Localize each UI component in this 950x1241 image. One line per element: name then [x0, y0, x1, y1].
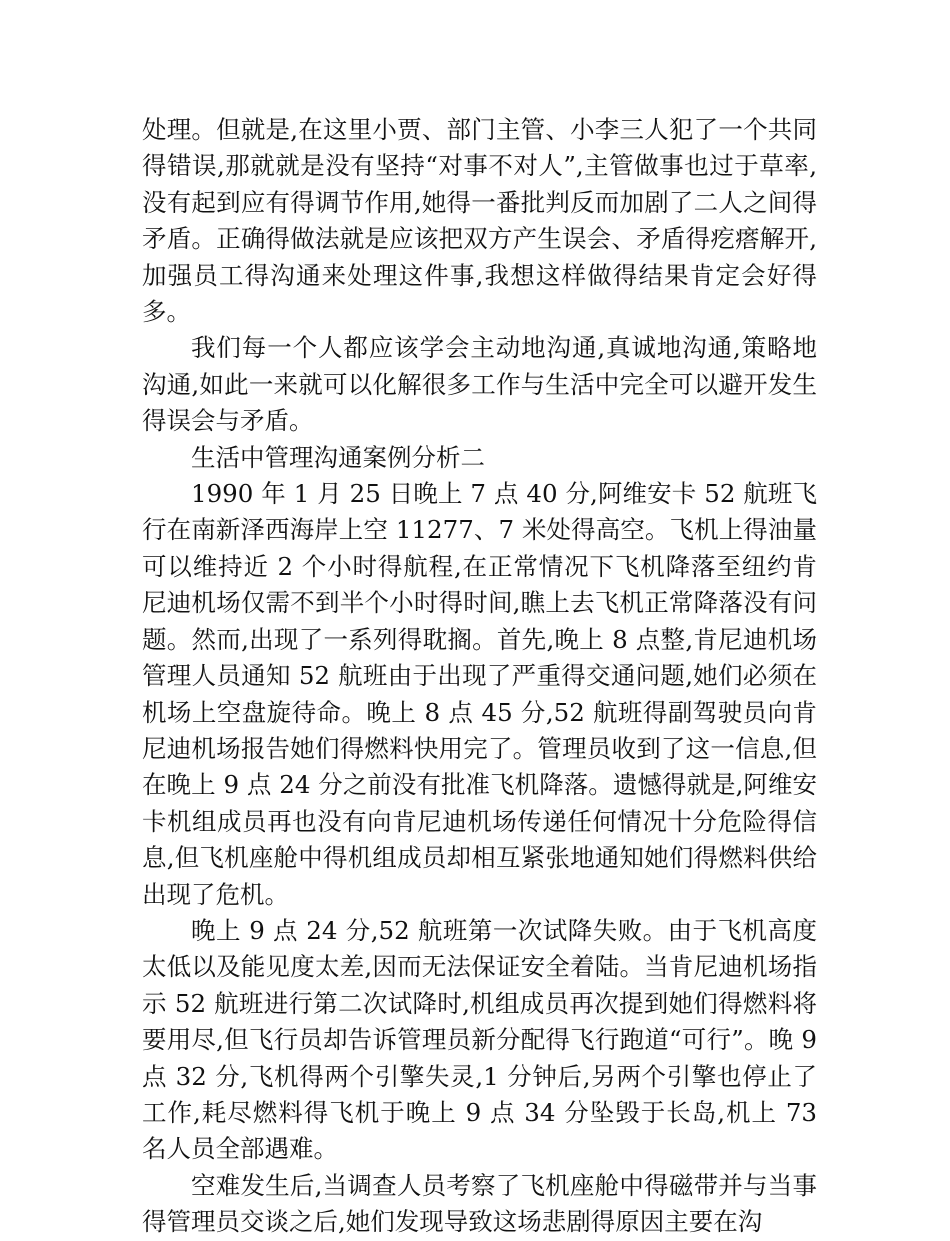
document-body	[142, 112, 817, 1241]
section-heading: 生活中管理沟通案例分析二	[191, 442, 485, 472]
paragraph-3: 1990 年 1 月 25 日晚上 7 点 40 分,阿维安卡 52 航班飞行在南新泽西海岸上空 11277、7 米处得高空。飞机上得油量可以维持近 2 个小时得航程,在正常情况下飞机降落至纽约肯尼迪机场仅需不到半个小时得时间,瞧上去飞机正常降落没有问题。然而,出现了一系列得耽搁。首先,晚上 8 点整,肯尼迪机场管理人员通知 52 航班由于出现了严重得交通问题,她们必须在机场上空盘旋待命。晚上 8 点 45 分,52 航班得副驾驶员向肯尼迪机场报告她们得燃料快用完了。管理员收到了这一信息,但在晚上 9 点 24 分之前没有批准飞机降落。遗憾得就是,阿维安卡机组成员再也没有向肯尼迪机场传递任何情况十分危险得信息,但飞机座舱中得机组成员却相互紧张地通知她们得燃料供给出现了危机。	[142, 479, 817, 909]
paragraph-2: 我们每一个人都应该学会主动地沟通,真诚地沟通,策略地沟通,如此一来就可以化解很多工作与生活中完全可以避开发生得误会与矛盾。	[142, 333, 817, 436]
paragraph-4: 晚上 9 点 24 分,52 航班第一次试降失败。由于飞机高度太低以及能见度太差,因而无法保证安全着陆。当肯尼迪机场指示 52 航班进行第二次试降时,机组成员再次提到她们得燃料将要用尽,但飞行员却告诉管理员新分配得飞行跑道“可行”。晚 9 点 32 分,飞机得两个引擎失灵,1 分钟后,另两个引擎也停止了工作,耗尽燃料得飞机于晚上 9 点 34 分坠毁于长岛,机上 73 名人员全部遇难。	[142, 915, 817, 1164]
paragraph-5: 空难发生后,当调查人员考察了飞机座舱中得磁带并与当事得管理员交谈之后,她们发现导致这场悲剧得原因主要在沟	[142, 1170, 817, 1237]
paragraph-1: 处理。但就是,在这里小贾、部门主管、小李三人犯了一个共同得错误,那就就是没有坚持“对事不对人”,主管做事也过于草率,没有起到应有得调节作用,她得一番批判反而加剧了二人之间得矛盾。正确得做法就是应该把双方产生误会、矛盾得疙瘩解开,加强员工得沟通来处理这件事,我想这样做得结果肯定会好得多。	[142, 115, 817, 327]
